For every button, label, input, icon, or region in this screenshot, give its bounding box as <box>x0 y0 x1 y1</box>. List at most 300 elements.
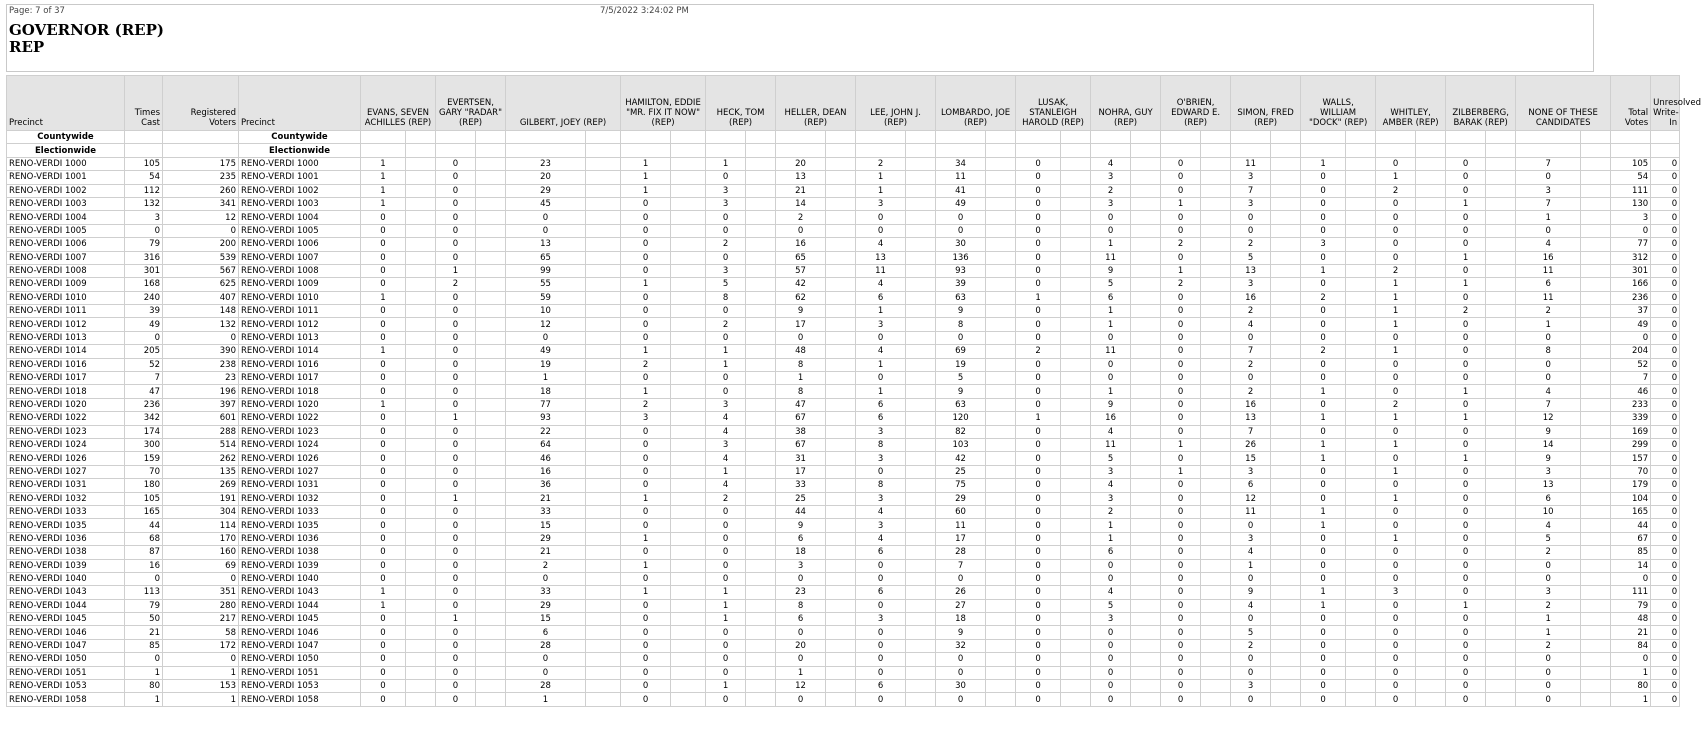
candidate-votes-cell: 0 <box>706 693 746 706</box>
spacer-cell <box>826 666 856 679</box>
times-cast-cell: 50 <box>125 613 163 626</box>
candidate-votes-cell: 0 <box>1516 653 1581 666</box>
empty-cell <box>826 144 856 157</box>
candidate-votes-cell: 1 <box>621 278 671 291</box>
unresolved-cell: 0 <box>1651 519 1680 532</box>
times-cast-cell: 113 <box>125 586 163 599</box>
spacer-cell <box>906 599 936 612</box>
candidate-votes-cell: 0 <box>1016 559 1061 572</box>
spacer-cell <box>1416 358 1446 371</box>
spacer-cell <box>671 197 706 210</box>
unresolved-cell: 0 <box>1651 345 1680 358</box>
candidate-votes-cell: 59 <box>506 291 586 304</box>
candidate-votes-cell: 23 <box>506 157 586 170</box>
spacer-cell <box>906 318 936 331</box>
total-votes-cell: 0 <box>1611 331 1651 344</box>
spacer-cell <box>671 559 706 572</box>
candidate-votes-cell: 6 <box>856 680 906 693</box>
unresolved-cell: 0 <box>1651 184 1680 197</box>
spacer-cell <box>1581 519 1611 532</box>
spacer-cell <box>586 559 621 572</box>
candidate-votes-cell: 0 <box>1161 666 1201 679</box>
spacer-cell <box>826 238 856 251</box>
spacer-cell <box>1061 331 1091 344</box>
spacer-cell <box>1581 345 1611 358</box>
spacer-cell <box>986 264 1016 277</box>
total-votes-cell: 1 <box>1611 666 1651 679</box>
empty-cell <box>1301 144 1346 157</box>
candidate-votes-cell: 1 <box>776 666 826 679</box>
candidate-votes-cell: 33 <box>506 586 586 599</box>
times-cast-cell: 54 <box>125 171 163 184</box>
spacer-cell <box>586 318 621 331</box>
spacer-cell <box>476 211 506 224</box>
empty-cell <box>1611 131 1651 144</box>
spacer-cell <box>1201 653 1231 666</box>
spacer-cell <box>906 224 936 237</box>
candidate-votes-cell: 0 <box>621 305 671 318</box>
spacer-cell <box>986 291 1016 304</box>
candidate-votes-cell: 0 <box>1446 666 1486 679</box>
precinct-cell-2: RENO-VERDI 1004 <box>239 211 361 224</box>
spacer-cell <box>746 666 776 679</box>
registered-voters-cell: 196 <box>163 385 239 398</box>
spacer-cell <box>826 639 856 652</box>
spacer-cell <box>476 519 506 532</box>
empty-cell <box>406 131 436 144</box>
candidate-votes-cell: 15 <box>506 613 586 626</box>
spacer-cell <box>1061 613 1091 626</box>
spacer-cell <box>1131 639 1161 652</box>
precinct-cell-2: RENO-VERDI 1022 <box>239 412 361 425</box>
candidate-votes-cell: 1 <box>1301 385 1346 398</box>
candidate-votes-cell: 3 <box>1376 586 1416 599</box>
candidate-votes-cell: 33 <box>776 479 826 492</box>
spacer-cell <box>1416 586 1446 599</box>
spacer-cell <box>1416 559 1446 572</box>
table-row <box>7 680 1680 693</box>
spacer-cell <box>1416 532 1446 545</box>
spacer-cell <box>586 171 621 184</box>
candidate-votes-cell: 1 <box>1376 305 1416 318</box>
empty-cell <box>586 144 621 157</box>
candidate-votes-cell: 1 <box>1091 519 1131 532</box>
spacer-cell <box>476 372 506 385</box>
candidate-votes-cell: 1 <box>361 599 406 612</box>
candidate-votes-cell: 0 <box>1301 559 1346 572</box>
spacer-cell <box>986 559 1016 572</box>
candidate-votes-cell: 62 <box>776 291 826 304</box>
spacer-cell <box>1271 197 1301 210</box>
spacer-cell <box>671 291 706 304</box>
candidate-header: HELLER, DEAN (REP) <box>776 76 856 131</box>
candidate-votes-cell: 0 <box>621 264 671 277</box>
candidate-votes-cell: 0 <box>436 425 476 438</box>
registered-voters-cell: 58 <box>163 626 239 639</box>
spacer-cell <box>406 358 436 371</box>
candidate-votes-cell: 2 <box>621 398 671 411</box>
candidate-votes-cell: 0 <box>1446 438 1486 451</box>
spacer-cell <box>1271 331 1301 344</box>
candidate-votes-cell: 0 <box>1161 680 1201 693</box>
candidate-votes-cell: 3 <box>1231 680 1271 693</box>
spacer-cell <box>1131 680 1161 693</box>
spacer-cell <box>1061 680 1091 693</box>
spacer-cell <box>476 412 506 425</box>
candidate-votes-cell: 0 <box>856 224 906 237</box>
unresolved-cell: 0 <box>1651 358 1680 371</box>
unresolved-cell: 0 <box>1651 680 1680 693</box>
candidate-votes-cell: 0 <box>436 666 476 679</box>
table-row <box>7 586 1680 599</box>
spacer-cell <box>746 425 776 438</box>
candidate-votes-cell: 0 <box>1016 492 1061 505</box>
candidate-votes-cell: 0 <box>436 519 476 532</box>
spacer-cell <box>1131 171 1161 184</box>
spacer-cell <box>1061 479 1091 492</box>
candidate-votes-cell: 0 <box>1016 666 1061 679</box>
spacer-cell <box>826 358 856 371</box>
candidate-votes-cell: 19 <box>506 358 586 371</box>
spacer-cell <box>1581 532 1611 545</box>
spacer-cell <box>1416 345 1446 358</box>
candidate-votes-cell: 0 <box>1376 653 1416 666</box>
candidate-votes-cell: 3 <box>1091 197 1131 210</box>
candidate-votes-cell: 1 <box>1161 438 1201 451</box>
precinct-cell: RENO-VERDI 1000 <box>7 157 125 170</box>
candidate-votes-cell: 1 <box>361 184 406 197</box>
candidate-votes-cell: 23 <box>776 586 826 599</box>
spacer-cell <box>986 693 1016 706</box>
spacer-cell <box>586 372 621 385</box>
spacer-cell <box>906 693 936 706</box>
candidate-votes-cell: 1 <box>1376 171 1416 184</box>
candidate-votes-cell: 1 <box>706 680 746 693</box>
spacer-cell <box>1271 238 1301 251</box>
precinct-cell: RENO-VERDI 1032 <box>7 492 125 505</box>
empty-cell <box>1581 144 1611 157</box>
precinct-cell-2: RENO-VERDI 1058 <box>239 693 361 706</box>
precinct-cell: RENO-VERDI 1022 <box>7 412 125 425</box>
spacer-cell <box>826 693 856 706</box>
spacer-cell <box>1346 693 1376 706</box>
candidate-votes-cell: 29 <box>506 532 586 545</box>
empty-cell <box>1231 144 1271 157</box>
spacer-cell <box>906 479 936 492</box>
spacer-cell <box>1581 385 1611 398</box>
table-row <box>7 438 1680 451</box>
precinct-header-2: Precinct <box>239 76 361 131</box>
precinct-cell-2: RENO-VERDI 1010 <box>239 291 361 304</box>
spacer-cell <box>476 157 506 170</box>
candidate-votes-cell: 6 <box>776 532 826 545</box>
table-row <box>7 519 1680 532</box>
spacer-cell <box>746 492 776 505</box>
candidate-votes-cell: 136 <box>936 251 986 264</box>
candidate-votes-cell: 8 <box>856 438 906 451</box>
unresolved-cell: 0 <box>1651 305 1680 318</box>
spacer-cell <box>1201 546 1231 559</box>
spacer-cell <box>1486 251 1516 264</box>
candidate-votes-cell: 6 <box>1516 492 1581 505</box>
spacer-cell <box>826 626 856 639</box>
candidate-votes-cell: 0 <box>1446 425 1486 438</box>
spacer-cell <box>1131 452 1161 465</box>
candidate-votes-cell: 1 <box>1446 599 1486 612</box>
times-cast-cell: 236 <box>125 398 163 411</box>
spacer-cell <box>1131 251 1161 264</box>
spacer-cell <box>586 197 621 210</box>
candidate-votes-cell: 8 <box>776 358 826 371</box>
candidate-votes-cell: 39 <box>936 278 986 291</box>
candidate-votes-cell: 63 <box>936 398 986 411</box>
candidate-votes-cell: 6 <box>856 546 906 559</box>
candidate-votes-cell: 0 <box>706 305 746 318</box>
candidate-votes-cell: 0 <box>436 452 476 465</box>
candidate-votes-cell: 3 <box>856 492 906 505</box>
spacer-cell <box>1131 626 1161 639</box>
candidate-votes-cell: 0 <box>706 626 746 639</box>
times-cast-cell: 79 <box>125 238 163 251</box>
spacer-cell <box>586 251 621 264</box>
candidate-votes-cell: 1 <box>1446 385 1486 398</box>
spacer-cell <box>1131 278 1161 291</box>
times-cast-cell: 21 <box>125 626 163 639</box>
spacer-cell <box>476 398 506 411</box>
candidate-votes-cell: 0 <box>1016 305 1061 318</box>
candidate-votes-cell: 0 <box>1446 572 1486 585</box>
spacer-cell <box>1061 666 1091 679</box>
spacer-cell <box>476 171 506 184</box>
candidate-votes-cell: 0 <box>1446 492 1486 505</box>
times-cast-cell: 112 <box>125 184 163 197</box>
spacer-cell <box>906 613 936 626</box>
spacer-cell <box>1581 425 1611 438</box>
precinct-cell-2: RENO-VERDI 1008 <box>239 264 361 277</box>
spacer-cell <box>826 171 856 184</box>
total-votes-cell: 70 <box>1611 465 1651 478</box>
candidate-votes-cell: 13 <box>1231 264 1271 277</box>
candidate-votes-cell: 0 <box>856 639 906 652</box>
candidate-votes-cell: 0 <box>1301 626 1346 639</box>
precinct-cell-2: RENO-VERDI 1027 <box>239 465 361 478</box>
spacer-cell <box>1061 492 1091 505</box>
spacer-cell <box>406 412 436 425</box>
unresolved-cell: 0 <box>1651 372 1680 385</box>
spacer-cell <box>986 251 1016 264</box>
candidate-votes-cell: 6 <box>506 626 586 639</box>
candidate-votes-cell: 0 <box>436 693 476 706</box>
total-votes-cell: 77 <box>1611 238 1651 251</box>
spacer-cell <box>1201 492 1231 505</box>
spacer-cell <box>476 425 506 438</box>
spacer-cell <box>1486 264 1516 277</box>
candidate-votes-cell: 0 <box>621 666 671 679</box>
spacer-cell <box>1061 318 1091 331</box>
spacer-cell <box>1416 680 1446 693</box>
spacer-cell <box>906 586 936 599</box>
candidate-votes-cell: 0 <box>706 505 746 518</box>
precinct-cell-2: RENO-VERDI 1033 <box>239 505 361 518</box>
spacer-cell <box>1486 572 1516 585</box>
spacer-cell <box>1581 572 1611 585</box>
candidate-votes-cell: 0 <box>361 519 406 532</box>
candidate-votes-cell: 9 <box>1091 264 1131 277</box>
spacer-cell <box>1346 398 1376 411</box>
spacer-cell <box>906 546 936 559</box>
candidate-votes-cell: 0 <box>436 626 476 639</box>
spacer-cell <box>671 693 706 706</box>
candidate-votes-cell: 3 <box>856 519 906 532</box>
candidate-votes-cell: 1 <box>1376 532 1416 545</box>
spacer-cell <box>1271 184 1301 197</box>
candidate-votes-cell: 0 <box>1161 586 1201 599</box>
spacer-cell <box>1486 345 1516 358</box>
unresolved-cell: 0 <box>1651 385 1680 398</box>
candidate-votes-cell: 5 <box>1231 251 1271 264</box>
candidate-votes-cell: 0 <box>1446 479 1486 492</box>
spacer-cell <box>1271 666 1301 679</box>
candidate-header: EVERTSEN, GARY "RADAR" (REP) <box>436 76 506 131</box>
spacer-cell <box>1201 318 1231 331</box>
spacer-cell <box>1581 184 1611 197</box>
unresolved-cell: 0 <box>1651 264 1680 277</box>
spacer-cell <box>746 264 776 277</box>
candidate-votes-cell: 0 <box>1161 653 1201 666</box>
precinct-cell: RENO-VERDI 1038 <box>7 546 125 559</box>
spacer-cell <box>1581 412 1611 425</box>
total-votes-cell: 37 <box>1611 305 1651 318</box>
spacer-cell <box>1271 452 1301 465</box>
candidate-votes-cell: 0 <box>1376 331 1416 344</box>
spacer-cell <box>586 505 621 518</box>
spacer-cell <box>1346 385 1376 398</box>
table-row <box>7 666 1680 679</box>
candidate-votes-cell: 0 <box>706 331 746 344</box>
total-votes-cell: 111 <box>1611 586 1651 599</box>
candidate-votes-cell: 9 <box>1516 452 1581 465</box>
spacer-cell <box>671 639 706 652</box>
spacer-cell <box>906 157 936 170</box>
candidate-votes-cell: 34 <box>936 157 986 170</box>
candidate-votes-cell: 31 <box>776 452 826 465</box>
spacer-cell <box>1416 546 1446 559</box>
candidate-votes-cell: 16 <box>506 465 586 478</box>
spacer-cell <box>826 438 856 451</box>
spacer-cell <box>1486 211 1516 224</box>
candidate-votes-cell: 1 <box>621 492 671 505</box>
spacer-cell <box>586 572 621 585</box>
candidate-votes-cell: 120 <box>936 412 986 425</box>
candidate-votes-cell: 0 <box>1231 666 1271 679</box>
spacer-cell <box>1061 653 1091 666</box>
spacer-cell <box>1581 613 1611 626</box>
candidate-votes-cell: 4 <box>1091 157 1131 170</box>
candidate-votes-cell: 0 <box>1376 197 1416 210</box>
unresolved-cell: 0 <box>1651 693 1680 706</box>
spacer-cell <box>1271 599 1301 612</box>
precinct-cell-2: RENO-VERDI 1044 <box>239 599 361 612</box>
candidate-header: LOMBARDO, JOE (REP) <box>936 76 1016 131</box>
candidate-votes-cell: 36 <box>506 479 586 492</box>
spacer-cell <box>746 586 776 599</box>
spacer-cell <box>1201 639 1231 652</box>
unresolved-cell: 0 <box>1651 291 1680 304</box>
spacer-cell <box>476 184 506 197</box>
candidate-votes-cell: 0 <box>706 666 746 679</box>
candidate-votes-cell: 29 <box>506 599 586 612</box>
total-votes-cell: 312 <box>1611 251 1651 264</box>
candidate-votes-cell: 0 <box>361 653 406 666</box>
precinct-cell-2: RENO-VERDI 1002 <box>239 184 361 197</box>
candidate-votes-cell: 0 <box>1016 546 1061 559</box>
empty-cell <box>1416 131 1446 144</box>
candidate-votes-cell: 28 <box>506 680 586 693</box>
spacer-cell <box>986 238 1016 251</box>
candidate-votes-cell: 0 <box>1016 331 1061 344</box>
spacer-cell <box>1346 318 1376 331</box>
spacer-cell <box>1346 278 1376 291</box>
empty-cell <box>506 144 586 157</box>
spacer-cell <box>826 465 856 478</box>
candidate-votes-cell: 0 <box>436 238 476 251</box>
candidate-votes-cell: 8 <box>856 479 906 492</box>
precinct-cell-2: RENO-VERDI 1007 <box>239 251 361 264</box>
spacer-cell <box>1486 224 1516 237</box>
candidate-votes-cell: 1 <box>856 358 906 371</box>
spacer-cell <box>1416 305 1446 318</box>
candidate-votes-cell: 57 <box>776 264 826 277</box>
registered-voters-cell: 170 <box>163 532 239 545</box>
spacer-cell <box>1486 278 1516 291</box>
candidate-votes-cell: 0 <box>506 224 586 237</box>
table-row <box>7 358 1680 371</box>
times-cast-cell: 180 <box>125 479 163 492</box>
spacer-cell <box>1271 680 1301 693</box>
precinct-cell: RENO-VERDI 1050 <box>7 653 125 666</box>
spacer-cell <box>1061 599 1091 612</box>
spacer-cell <box>1416 599 1446 612</box>
candidate-votes-cell: 5 <box>1516 532 1581 545</box>
spacer-cell <box>826 572 856 585</box>
candidate-votes-cell: 17 <box>776 465 826 478</box>
spacer-cell <box>1201 358 1231 371</box>
candidate-votes-cell: 2 <box>1516 305 1581 318</box>
registered-voters-cell: 351 <box>163 586 239 599</box>
spacer-cell <box>1201 586 1231 599</box>
candidate-votes-cell: 18 <box>936 613 986 626</box>
candidate-votes-cell: 18 <box>506 385 586 398</box>
candidate-votes-cell: 0 <box>1446 639 1486 652</box>
spacer-cell <box>1416 693 1446 706</box>
candidate-votes-cell: 1 <box>361 157 406 170</box>
spacer-cell <box>586 492 621 505</box>
spacer-cell <box>1131 572 1161 585</box>
spacer-cell <box>671 519 706 532</box>
total-votes-cell: 233 <box>1611 398 1651 411</box>
spacer-cell <box>1486 465 1516 478</box>
candidate-votes-cell: 0 <box>1161 546 1201 559</box>
candidate-votes-cell: 4 <box>1091 479 1131 492</box>
candidate-votes-cell: 0 <box>936 653 986 666</box>
candidate-votes-cell: 0 <box>1091 572 1131 585</box>
spacer-cell <box>826 559 856 572</box>
candidate-votes-cell: 0 <box>856 331 906 344</box>
empty-cell <box>1201 144 1231 157</box>
spacer-cell <box>986 318 1016 331</box>
spacer-cell <box>826 331 856 344</box>
candidate-votes-cell: 3 <box>1091 613 1131 626</box>
